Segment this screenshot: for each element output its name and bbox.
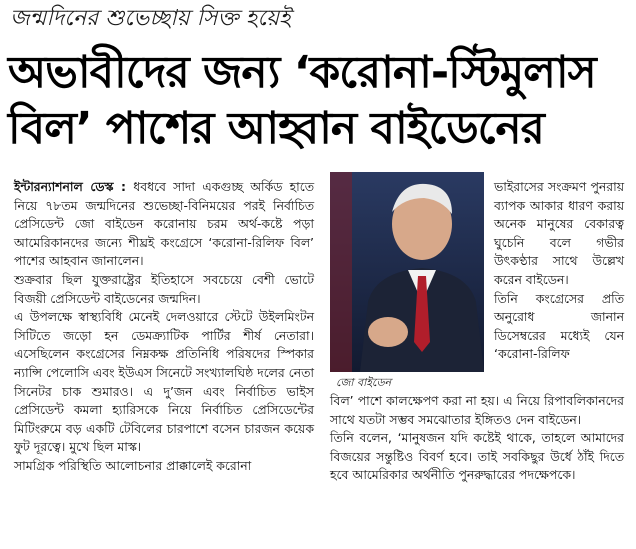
portrait-illustration [330,172,484,372]
kicker: জন্মদিনের শুভেচ্ছায় সিক্ত হয়েই [10,6,291,31]
headline-line-2: বিল’ পাশের আহ্বান বাইডেনের [8,103,544,154]
photo-caption: জো বাইডেন [336,376,392,389]
article-column-right [494,178,624,364]
article-paragraph: ভাইরাসের সংক্রমণ পুনরায় ব্যাপক আকার ধারণ করায় অনেক মানুষের বেকারত্ব ঘুচেনি বলে গভীর উৎকণ্ঠার সাথে উল্লেখ করেন বাইডেন। [494,179,624,287]
article-column-bottom [330,392,624,485]
article-paragraph: সামগ্রিক পরিস্থিতি আলোচনার প্রাক্কালেই করোনা [14,457,252,473]
article-paragraph [14,178,314,271]
headline-line-1: অভাবীদের জন্য ‘করোনা-স্টিমুলাস [8,47,596,98]
article-paragraph: তিনি বলেন, ‘মানুষজন যদি কষ্টেই থাকে, তাহলে আমাদের বিজয়ের সন্তুষ্টিও বিবর্ণ হবে। তাই সবকিছুর উর্ধে ঠাঁই দিতে হবে আমেরিকার অর্থনীতি পুনরুদ্ধারের পদক্ষেপকে। [330,430,624,483]
article-column-left [14,178,314,476]
dateline: ইন্টারন্যাশনাল ডেস্ক : [14,179,126,194]
article-paragraph: তিনি কংগ্রেসের প্রতি অনুরোধ জানান ডিসেম্বরের মধ্যেই যেন ‘করোনা-রিলিফ [494,290,624,362]
article-paragraph: এ উপলক্ষে স্বাস্থ্যবিধি মেনেই দেলওয়ারে স্টেটে উইলমিংটন সিটিতে জড়ো হন ডেমক্র্যাটিক পার্টির শীর্ষ নেতারা। এসেছিলেন কংগ্রেসের নিম্নকক্ষ প্রতিনিধি পরিষদের স্পিকার ন্যান্সি পেলোসি এবং ইউএস সিনেটে সংখ্যালঘিষ্ঠ দলের নেতা সিনেটর চাক শুমারও। এ দু’জন এবং নির্বাচিত ভাইস প্রেসিডেন্ট কমলা হ্যারিসকে নিয়ে নির্বাচিত প্রেসিডেন্টের মিটিংরুমে বড় একটি টেবিলের চারপাশে বসেন চারজন কয়েক ফুট দূরত্বে। মুখে ছিল মাস্ক। [14,309,314,455]
paragraph-text: ধবধবে সাদা একগুচ্ছ অর্কিড হাতে নিয়ে ৭৮তম জন্মদিনের শুভেচ্ছা-বিনিময়ের পরই নির্বাচিত প্রেসিডেন্ট জো বাইডেন করোনায় চরম অর্থ-কষ্টে পড়া আমেরিকানদের জন্যে শীঘ্রই কংগ্রেসে ‘করোনা-রিলিফ বিল’ পাশের আহবান জানালেন। [14,179,314,269]
article-paragraph: বিল’ পাশে কালক্ষেপণ করা না হয়। এ নিয়ে রিপাবলিকানদের সাথে যতটা সম্ভব সমঝোতার ইঙ্গিতও দেন বাইডেন। [330,393,624,427]
biden-photo [330,172,484,372]
article-paragraph: শুক্রবার ছিল যুক্তরাষ্ট্রের ইতিহাসে সবচেয়ে বেশী ভোটে বিজয়ী প্রেসিডেন্ট বাইডেনের জন্মদিন। [14,271,314,306]
